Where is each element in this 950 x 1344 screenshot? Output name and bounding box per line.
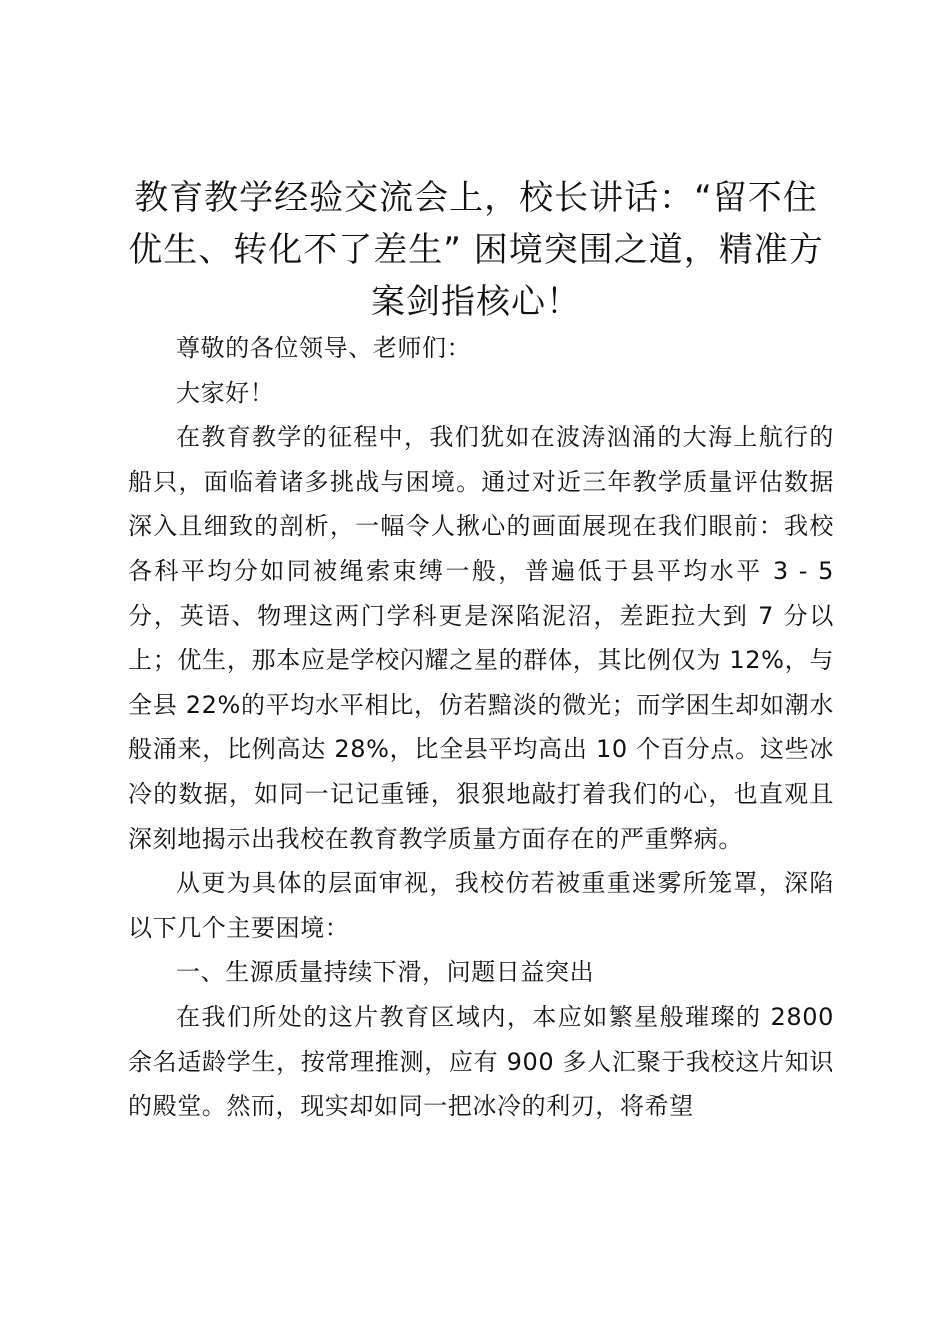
body-paragraph: 在我们所处的这片教育区域内，本应如繁星般璀璨的 2800 余名适龄学生，按常理推测，应有 900 多人汇聚于我校这片知识的殿堂。然而，现实却如同一把冰冷的利刃，将希望 — [128, 1002, 834, 1121]
section-heading: 一、生源质量持续下滑，问题日益突出 — [176, 958, 595, 987]
salutation: 尊敬的各位领导、老师们： — [176, 334, 472, 362]
document-body — [128, 326, 834, 1129]
body-paragraph: 在教育教学的征程中，我们犹如在波涛汹涌的大海上航行的船只，面临着诸多挑战与困境。通过对近三年教学质量评估数据深入且细致的剖析，一幅令人揪心的画面展现在我们眼前：我校各科平均分如同被绳索束缚一般，普遍低于县平均水平 3 - 5 分，英语、物理这两门学科更是深陷泥沼，差距拉大到 7 分以上；优生，那本应是学校闪耀之星的群体，其比例仅为 12%，与全县 22%的平均水平相比，仿若黯淡的微光；而学困生却如潮水般涌来，比例高达 28%，比全县平均高出 10 个百分点。这些冰冷的数据，如同一记记重锤，狠狠地敲打着我们的心，也直观且深刻地揭示出我校在教育教学质量方面存在的严重弊病。 — [128, 423, 834, 853]
greeting: 大家好！ — [176, 378, 275, 407]
body-paragraph: 从更为具体的层面审视，我校仿若被重重迷雾所笼罩，深陷以下几个主要困境： — [128, 869, 834, 942]
document-title: 教育教学经验交流会上，校长讲话：“留不住优生、转化不了差生” 困境突围之道，精准方案剑指核心！ — [128, 178, 824, 322]
